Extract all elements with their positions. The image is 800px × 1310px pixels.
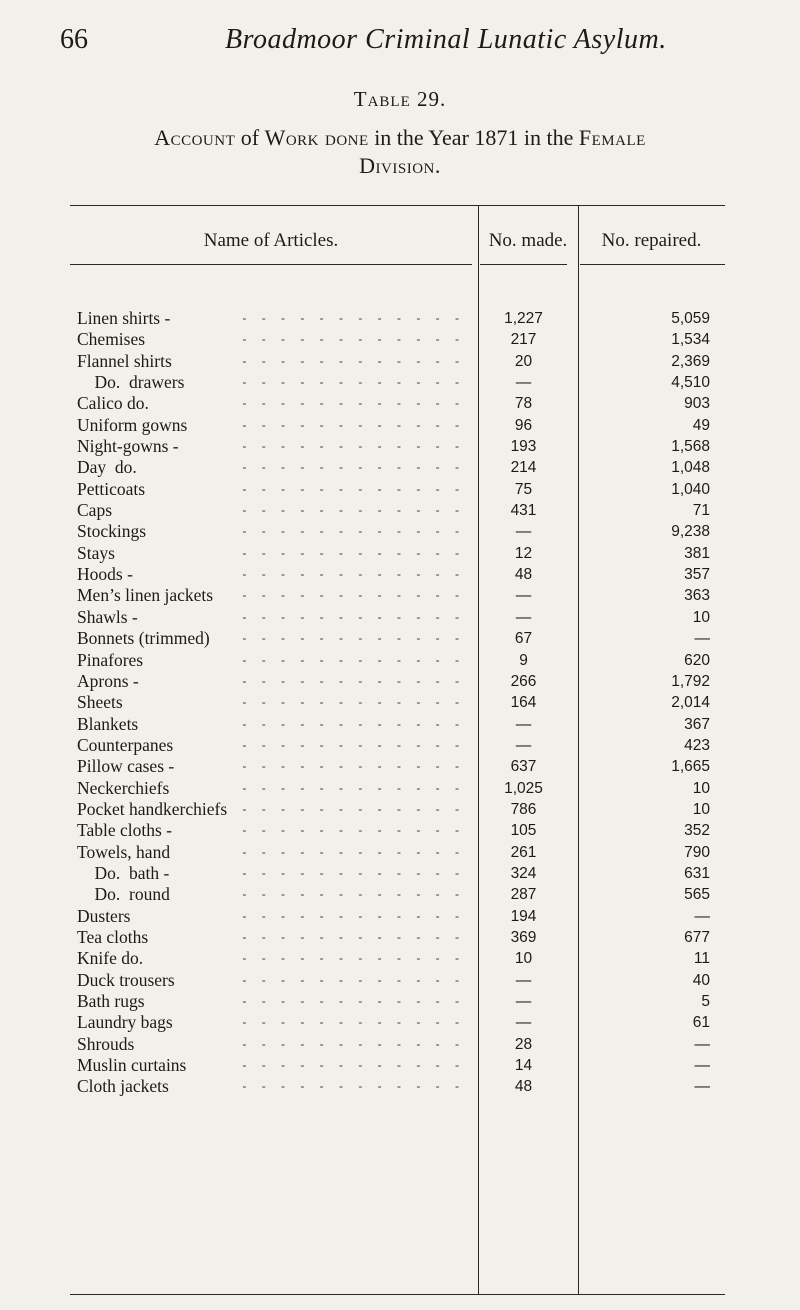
article-name: Counterpanes: [77, 734, 174, 755]
made-count: 48: [514, 1078, 533, 1096]
repaired-count: 631: [684, 864, 710, 882]
table-row: [0, 927, 800, 948]
article-name: Linen shirts -: [77, 308, 171, 328]
leader-dashes: - - - - - - - - - - - -: [242, 908, 465, 923]
made-count: 786: [510, 800, 537, 818]
made-count: 9: [519, 651, 528, 669]
table-row: [0, 1055, 800, 1076]
article-name: Laundry bags: [77, 1012, 173, 1033]
article-name: Cloth jackets: [77, 1076, 169, 1097]
made-count: 431: [510, 502, 537, 520]
caption-female: Female: [578, 125, 646, 150]
article-name: Men’s linen jackets: [77, 585, 214, 606]
made-count: 20: [514, 352, 533, 370]
leader-dashes: - - - - - - - - - - - -: [242, 929, 465, 944]
article-name: Neckerchiefs: [77, 777, 170, 798]
leader-dashes: - - - - - - - - - - - -: [242, 1079, 465, 1094]
leader-dashes: - - - - - - - - - - - -: [242, 545, 465, 560]
table-row: [0, 735, 800, 756]
made-count: —: [515, 374, 532, 392]
leader-dashes: - - - - - - - - - - - -: [242, 887, 465, 902]
article-name: Shawls -: [77, 606, 138, 627]
article-name: Do. round: [77, 884, 170, 905]
leader-dashes: - - - - - - - - - - - -: [242, 865, 465, 880]
repaired-count: 620: [684, 651, 710, 669]
repaired-count: 903: [684, 395, 710, 413]
article-name: Hoods -: [77, 564, 133, 585]
made-count: 14: [514, 1057, 533, 1075]
made-count: —: [515, 523, 532, 541]
table-row: [0, 308, 800, 329]
column-header-made: No. made.: [488, 230, 568, 251]
leader-dashes: - - - - - - - - - - - -: [242, 311, 465, 325]
table-row: [0, 842, 800, 863]
leader-dashes: - - - - - - - - - - - -: [242, 481, 465, 496]
article-name: Bonnets (trimmed): [77, 628, 210, 649]
article-name: Table cloths -: [77, 820, 172, 841]
table-bottom-rule: [70, 1294, 725, 1295]
repaired-count: 1,568: [671, 438, 710, 456]
table-row: [0, 585, 800, 606]
repaired-count: 1,792: [671, 672, 710, 690]
repaired-count: —: [694, 907, 710, 925]
article-name: Caps: [77, 500, 112, 521]
table-row: [0, 543, 800, 564]
leader-dashes: - - - - - - - - - - - -: [242, 951, 465, 966]
leader-dashes: - - - - - - - - - - - -: [242, 396, 465, 411]
made-count: —: [515, 993, 532, 1010]
table-row: [0, 756, 800, 777]
table-row: [0, 372, 800, 393]
leader-dashes: - - - - - - - - - - - -: [242, 994, 465, 1008]
caption-work-done: Work done: [264, 125, 369, 150]
repaired-count: 367: [684, 715, 710, 733]
article-name: Duck trousers: [77, 969, 175, 990]
repaired-count: 790: [684, 843, 710, 861]
repaired-count: 40: [692, 971, 710, 989]
header-underline-name: [70, 264, 472, 265]
leader-dashes: - - - - - - - - - - - -: [242, 780, 465, 795]
leader-dashes: - - - - - - - - - - - -: [242, 353, 465, 368]
leader-dashes: - - - - - - - - - - - -: [242, 759, 465, 774]
table-row: [0, 671, 800, 692]
leader-dashes: - - - - - - - - - - - -: [242, 631, 465, 646]
repaired-count: 565: [684, 886, 710, 904]
table-row: [0, 948, 800, 969]
repaired-count: 1,665: [671, 758, 710, 776]
leader-dashes: - - - - - - - - - - - -: [242, 460, 465, 475]
article-name: Pocket handkerchiefs: [77, 798, 228, 819]
table-row: [0, 564, 800, 585]
repaired-count: 49: [692, 416, 710, 434]
table-row: [0, 714, 800, 735]
article-name: Do. drawers: [77, 372, 185, 393]
repaired-count: —: [694, 1078, 710, 1096]
repaired-count: 10: [692, 800, 710, 818]
table-row: [0, 692, 800, 713]
table-label: Table 29.: [353, 87, 447, 111]
repaired-count: 2,014: [671, 694, 710, 712]
article-name: Pillow cases -: [77, 756, 175, 777]
article-name: Knife do.: [77, 948, 144, 969]
running-head-title: Broadmoor Criminal Lunatic Asylum.: [225, 24, 667, 55]
article-name: Calico do.: [77, 393, 149, 414]
repaired-count: 363: [684, 587, 710, 605]
table-row: [0, 650, 800, 671]
leader-dashes: - - - - - - - - - - - -: [242, 524, 465, 539]
repaired-count: 352: [684, 822, 710, 840]
table-row: [0, 351, 800, 372]
made-count: 193: [510, 438, 537, 456]
leader-dashes: - - - - - - - - - - - -: [242, 673, 465, 688]
table-row: [0, 1034, 800, 1055]
table-row: [0, 329, 800, 350]
article-name: Muslin curtains: [77, 1055, 187, 1076]
table-body: [0, 308, 800, 1098]
repaired-count: 423: [684, 736, 710, 754]
leader-dashes: - - - - - - - - - - - -: [242, 737, 465, 752]
article-name: Uniform gowns: [77, 414, 188, 435]
article-name: Petticoats: [77, 478, 146, 499]
table-row: [0, 1076, 800, 1097]
leader-dashes: - - - - - - - - - - - -: [242, 716, 465, 731]
leader-dashes: - - - - - - - - - - - -: [242, 375, 465, 390]
table-row: [0, 436, 800, 457]
made-count: 12: [514, 544, 533, 562]
made-count: 266: [510, 672, 537, 690]
table-row: [0, 799, 800, 820]
header-underline-made: [480, 264, 567, 265]
article-name: Do. bath -: [77, 862, 170, 883]
repaired-count: —: [694, 1057, 710, 1075]
table-row: [0, 884, 800, 905]
repaired-count: 1,534: [671, 331, 710, 349]
table-row: [0, 393, 800, 414]
made-count: 287: [510, 886, 537, 904]
table-row: [0, 970, 800, 991]
repaired-count: 10: [692, 608, 710, 626]
made-count: 105: [510, 822, 537, 840]
article-name: Blankets: [77, 713, 139, 734]
running-head: [0, 24, 800, 64]
repaired-count: 381: [684, 544, 710, 562]
repaired-count: 677: [684, 928, 710, 946]
column-header-name: Name of Articles.: [203, 230, 339, 251]
table-row: [0, 863, 800, 884]
made-count: 369: [510, 928, 537, 946]
repaired-count: 1,040: [671, 480, 710, 498]
made-count: 214: [510, 459, 537, 477]
made-count: 28: [514, 1035, 533, 1053]
repaired-count: 71: [692, 502, 710, 520]
made-count: 217: [510, 331, 537, 349]
article-name: Day do.: [77, 457, 137, 478]
made-count: 78: [514, 395, 533, 413]
article-name: Tea cloths: [77, 926, 149, 947]
repaired-count: 1,048: [671, 459, 710, 477]
made-count: —: [515, 736, 532, 754]
made-count: 1,025: [504, 779, 543, 797]
table-row: [0, 628, 800, 649]
made-count: —: [515, 1014, 532, 1032]
leader-dashes: - - - - - - - - - - - -: [242, 844, 465, 859]
article-name: Pinafores: [77, 649, 144, 670]
made-count: —: [515, 608, 532, 626]
article-name: Sheets: [77, 692, 123, 713]
repaired-count: 2,369: [671, 352, 710, 370]
table-row: [0, 415, 800, 436]
leader-dashes: - - - - - - - - - - - -: [242, 1036, 465, 1051]
made-count: 1,227: [504, 310, 543, 327]
table-row: [0, 1012, 800, 1033]
table-row: [0, 521, 800, 542]
article-name: Towels, hand: [77, 841, 171, 862]
made-count: 10: [514, 950, 533, 968]
article-name: Aprons -: [77, 670, 139, 691]
table-row: [0, 457, 800, 478]
leader-dashes: - - - - - - - - - - - -: [242, 972, 465, 987]
leader-dashes: - - - - - - - - - - - -: [242, 652, 465, 667]
made-count: —: [515, 971, 532, 989]
made-count: 67: [514, 630, 533, 648]
article-name: Flannel shirts: [77, 350, 172, 371]
made-count: 48: [514, 566, 533, 584]
leader-dashes: - - - - - - - - - - - -: [242, 1015, 465, 1030]
caption-year: in the Year 1871 in the: [368, 125, 579, 150]
made-count: 75: [514, 480, 533, 498]
repaired-count: 10: [692, 779, 710, 797]
table-row: [0, 991, 800, 1012]
leader-dashes: - - - - - - - - - - - -: [242, 1058, 465, 1073]
header-underline-repaired: [580, 264, 725, 265]
leader-dashes: - - - - - - - - - - - -: [242, 695, 465, 710]
made-count: 164: [510, 694, 537, 712]
repaired-count: 11: [693, 950, 710, 968]
repaired-count: 357: [684, 566, 710, 584]
table-row: [0, 820, 800, 841]
leader-dashes: - - - - - - - - - - - -: [242, 609, 465, 624]
article-name: Bath rugs: [77, 991, 145, 1011]
leader-dashes: - - - - - - - - - - - -: [242, 567, 465, 582]
repaired-count: 61: [692, 1014, 710, 1032]
made-count: 637: [510, 758, 537, 776]
column-header-repaired: No. repaired.: [601, 230, 702, 251]
made-count: —: [515, 587, 532, 605]
made-count: 194: [510, 907, 537, 925]
repaired-count: 5,059: [671, 310, 710, 327]
repaired-count: 4,510: [671, 374, 710, 392]
caption-division: Division.: [359, 153, 441, 178]
repaired-count: 9,238: [671, 523, 710, 541]
leader-dashes: - - - - - - - - - - - -: [242, 801, 465, 816]
table-row: [0, 906, 800, 927]
article-name: Shrouds: [77, 1033, 135, 1054]
leader-dashes: - - - - - - - - - - - -: [242, 588, 465, 603]
article-name: Night-gowns -: [77, 436, 179, 457]
page-number: 66: [60, 24, 88, 55]
leader-dashes: - - - - - - - - - - - -: [242, 417, 465, 432]
leader-dashes: - - - - - - - - - - - -: [242, 332, 465, 347]
leader-dashes: - - - - - - - - - - - -: [242, 439, 465, 454]
leader-dashes: - - - - - - - - - - - -: [242, 503, 465, 518]
table-top-rule: [70, 205, 725, 206]
made-count: —: [515, 715, 532, 733]
made-count: 324: [510, 864, 537, 882]
repaired-count: —: [694, 1035, 710, 1053]
table-row: [0, 500, 800, 521]
caption-of: of: [235, 125, 265, 150]
table-row: [0, 479, 800, 500]
table-caption: [120, 124, 680, 180]
made-count: 261: [510, 843, 537, 861]
table-row: [0, 607, 800, 628]
caption-account: Account: [154, 125, 236, 150]
article-name: Dusters: [77, 905, 131, 926]
made-count: 96: [514, 416, 533, 434]
repaired-count: —: [694, 630, 710, 648]
table-row: [0, 778, 800, 799]
repaired-count: 5: [701, 993, 710, 1010]
leader-dashes: - - - - - - - - - - - -: [242, 823, 465, 838]
article-name: Stockings: [77, 521, 147, 542]
article-name: Chemises: [77, 329, 146, 350]
article-name: Stays: [77, 542, 115, 563]
